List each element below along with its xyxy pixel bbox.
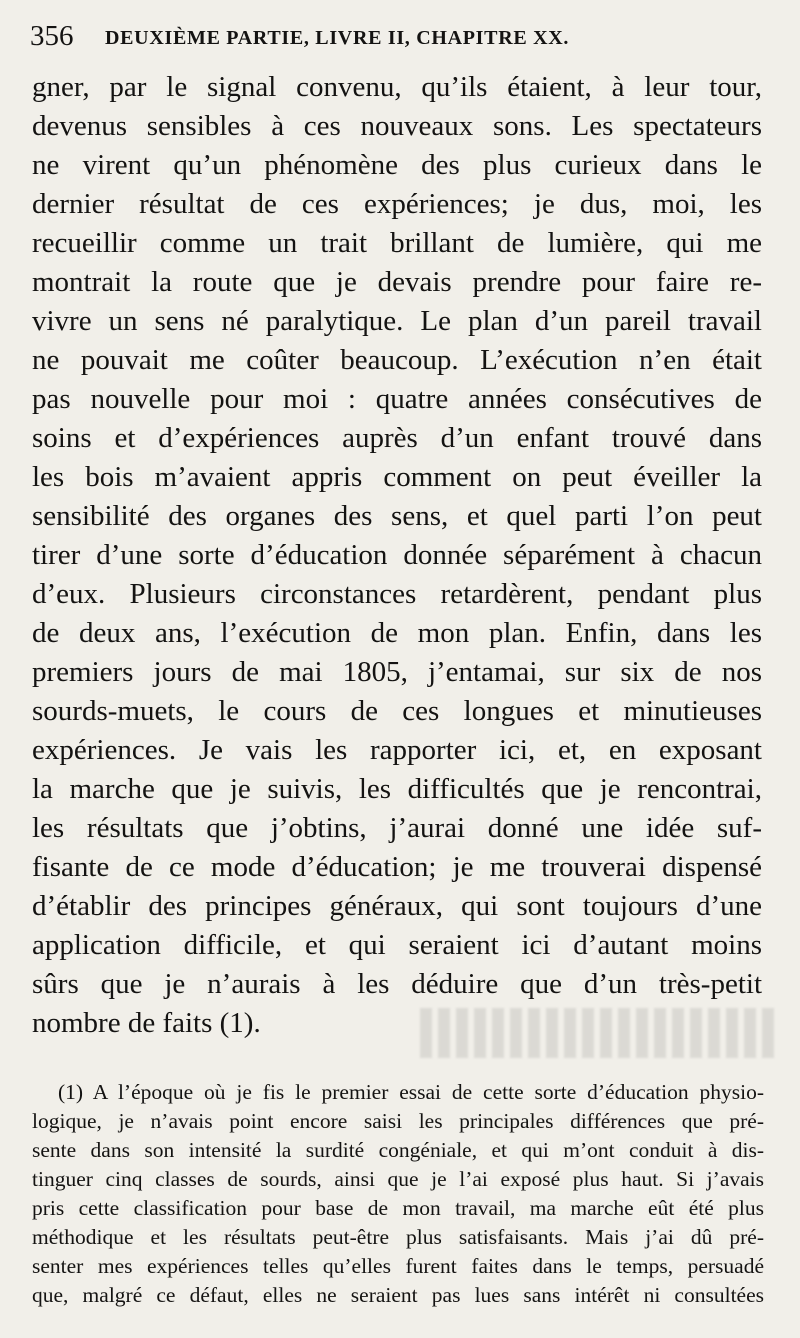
body-line: sûrs que je n’aurais à les déduire que d’un très-petit [32, 968, 762, 1000]
body-line: application difficile, et qui seraient ici d’autant moins [32, 929, 762, 961]
body-line: sensibilité des organes des sens, et quel parti l’on peut [32, 500, 762, 532]
body-line: gner, par le signal convenu, qu’ils étaient, à leur tour, [32, 71, 762, 103]
body-line-last: nombre de faits (1). [32, 1007, 261, 1039]
footnote-line: sente dans son intensité la surdité congéniale, et qui m’ont conduit à dis- [32, 1138, 764, 1162]
body-line: dernier résultat de ces expériences; je dus, moi, les [32, 188, 762, 220]
running-head [30, 18, 770, 58]
body-line: fisante de ce mode d’éducation; je me trouverai dispensé [32, 851, 762, 883]
footnote-line: (1) A l’époque où je fis le premier essai de cette sorte d’éducation physio- [58, 1080, 764, 1104]
footnote-line: pris cette classification pour base de mon travail, ma marche eût été plus [32, 1196, 764, 1220]
body-line: les bois m’avaient appris comment on peut éveiller la [32, 461, 762, 493]
body-line: sourds-muets, le cours de ces longues et minutieuses [32, 695, 762, 727]
body-line: expériences. Je vais les rapporter ici, et, en exposant [32, 734, 762, 766]
footnote-line: méthodique et les résultats peut-être plus satisfaisants. Mais j’ai dû pré- [32, 1225, 764, 1249]
body-line: d’établir des principes généraux, qui sont toujours d’une [32, 890, 762, 922]
body-line: tirer d’une sorte d’éducation donnée séparément à chacun [32, 539, 762, 571]
body-line: de deux ans, l’exécution de mon plan. Enfin, dans les [32, 617, 762, 649]
footnote-line: tinguer cinq classes de sourds, ainsi que je l’ai exposé plus haut. Si j’avais [32, 1167, 764, 1191]
body-line: recueillir comme un trait brillant de lumière, qui me [32, 227, 762, 259]
body-line: premiers jours de mai 1805, j’entamai, sur six de nos [32, 656, 762, 688]
footnote-line: que, malgré ce défaut, elles ne seraient pas lues sans intérêt ni consultées [32, 1283, 764, 1307]
main-text [32, 68, 762, 1043]
running-title: DEUXIÈME PARTIE, LIVRE II, CHAPITRE XX. [105, 27, 570, 49]
body-line: d’eux. Plusieurs circonstances retardèrent, pendant plus [32, 578, 762, 610]
body-line: les résultats que j’obtins, j’aurai donné une idée suf- [32, 812, 762, 844]
footnote-line: logique, je n’avais point encore saisi les principales différences que pré- [32, 1109, 764, 1133]
body-line: pas nouvelle pour moi : quatre années consécutives de [32, 383, 762, 415]
body-line: ne virent qu’un phénomène des plus curieux dans le [32, 149, 762, 181]
body-line: devenus sensibles à ces nouveaux sons. Les spectateurs [32, 110, 762, 142]
body-line: montrait la route que je devais prendre pour faire re- [32, 266, 762, 298]
body-line: la marche que je suivis, les difficultés que je rencontrai, [32, 773, 762, 805]
body-line: vivre un sens né paralytique. Le plan d’un pareil travail [32, 305, 762, 337]
page-number: 356 [30, 20, 74, 52]
body-line: ne pouvait me coûter beaucoup. L’exécution n’en était [32, 344, 762, 376]
footnote [32, 1078, 764, 1310]
body-line: soins et d’expériences auprès d’un enfant trouvé dans [32, 422, 762, 454]
footnote-line: senter mes expériences telles qu’elles furent faites dans le temps, persuadé [32, 1254, 764, 1278]
